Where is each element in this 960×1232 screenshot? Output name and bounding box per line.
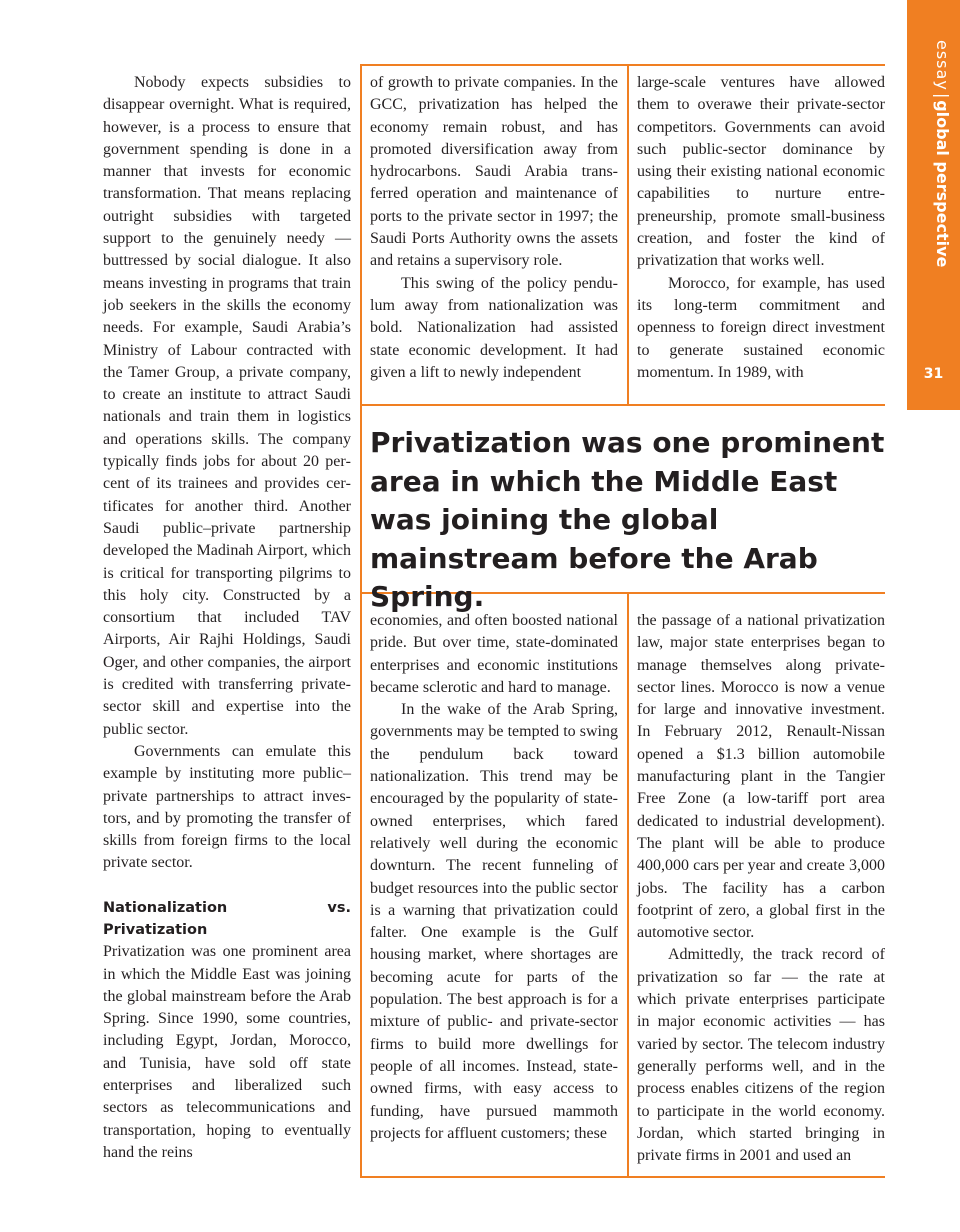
section-subheading: Nationalization vs. Privatization bbox=[103, 899, 351, 938]
pullquote-rule-top bbox=[360, 404, 885, 406]
section-tab bbox=[907, 0, 960, 410]
paragraph-morocco: Morocco, for example, has used its long-term commitment and openness to foreign direct investment to generate sustained economic momentum. In 1989, with bbox=[637, 274, 885, 381]
article-column-3-top bbox=[637, 72, 885, 384]
article-column-3-bottom bbox=[637, 610, 885, 1167]
column-rule-middle-top bbox=[627, 66, 629, 404]
article-column-2-top bbox=[370, 72, 618, 384]
paragraph-public-private: Governments can emulate this example by instituting more public–private partnerships to attract investors, and by promoting the transfer of skills from foreign firms to the local private sector. bbox=[103, 742, 351, 872]
paragraph-renault-nissan: the passage of a national privatization law, major state enterprises began to manage themselves along private-sector lines. Morocco is now a venue for large and innovative investment. In February 2012, Renault-Nissan opened a $1.3 billion automobile manufacturing plant in the Tangier Free Zone (a low-tariff port area dedicated to industrial development). The plant will be able to produce 400,000 cars per year and create 3,000 jobs. The facility has a carbon footprint of zero, a global first in the automotive sector. bbox=[637, 612, 885, 942]
paragraph-national-pride: economies, and often boosted national pride. But over time, state-dominated enterprises and economic institutions became sclerotic and hard to manage. bbox=[370, 612, 618, 696]
paragraph-arab-spring: In the wake of the Arab Spring, governments may be tempted to swing the pendulum back toward nationalization. This trend may be encouraged by the popularity of state-owned enterprises, which fared relatively well during the economic downturn. The recent funneling of budget resources into the public sector is a warning that privatization could falter. One example is the Gulf housing market, where shortages are becoming acute for parts of the population. The best approach is for a mixture of public- and private-sector firms to build more dwellings for people of all incomes. Instead, state-owned firms, with easy access to funding, have pursued mammoth projects for affluent customers; these bbox=[370, 701, 618, 1142]
paragraph-privatization: Privatization was one prominent area in which the Middle East was joining the global mainstream before the Arab Spring. Since 1990, some countries, including Egypt, Jordan, Morocco, and Tunisia, have sold off state enterprises and liberalized such sectors as telecommunications and transportation, hoping to eventually hand the reins bbox=[103, 943, 351, 1161]
paragraph-subsidies: Nobody expects subsidies to disappear overnight. What is required, however, is a process to ensure that government spending is done in a manner that invests for economic transformation. That means replacing outright subsidies with targeted support to the genuinely needy — buttressed by social dialogue. It also means investing in programs that train job seekers in the skills the economy needs. For example, Saudi Arabia’s Ministry of Labour contracted with the Tamer Group, a private company, to create an institute to attract Saudi nationals and train them in logistics and operations skills. The company typically finds jobs for about 20 percent of its trainees and provides certificates for another third. Another Saudi public–private partnership developed the Madinah Airport, which is critical for transporting pilgrims to this holy city. Constructed by a consortium that included TAV Airports, Air Rajhi Holdings, Saudi Oger, and other companies, the airport is credited with transferring private-sector skill and expertise into the public sector. bbox=[103, 74, 351, 738]
paragraph-large-ventures: large-scale ventures have allowed them to overawe their private-sector competitors. Governments can avoid such public-sector dominance by using their existing national economic capabilities to nurture entrepreneurship, promote small-business creation, and foster the kind of privatization that works well. bbox=[637, 74, 885, 270]
bottom-rule bbox=[360, 1176, 885, 1178]
article-column-1 bbox=[103, 72, 351, 1164]
section-name: essay bbox=[933, 40, 952, 91]
page-number: 31 bbox=[923, 366, 944, 382]
section-topic: global perspective bbox=[933, 100, 952, 268]
pull-quote: Privatization was one prominent area in which the Middle East was joining the global mainstream before the Arab Spring. bbox=[370, 426, 885, 613]
paragraph-track-record: Admittedly, the track record of privatization so far — the rate at which private enterprises participate in major economic activities — has varied by sector. The telecom industry generally performs well, and in the process enables citizens of the region to participate in the world economy. Jordan, which started bringing in private firms in 2001 and used an bbox=[637, 946, 885, 1165]
paragraph-gcc-growth: of growth to private companies. In the GCC, privatization has helped the economy remain robust, and has promoted diversification away from hydrocarbons. Saudi Arabia transferred operation and maintenance of ports to the private sector in 1997; the Saudi Ports Authority owns the assets and retains a supervisory role. bbox=[370, 74, 618, 270]
column-rule-left bbox=[360, 66, 362, 1178]
section-separator: | bbox=[933, 92, 952, 99]
column-rule-middle-bottom bbox=[627, 594, 629, 1178]
article-column-2-bottom bbox=[370, 610, 618, 1145]
top-rule bbox=[360, 64, 885, 66]
paragraph-policy-swing: This swing of the policy pendulum away from nationalization was bold. Nationalization had assisted state economic development. It had given a lift to newly independent bbox=[370, 274, 618, 381]
section-label bbox=[933, 40, 952, 267]
